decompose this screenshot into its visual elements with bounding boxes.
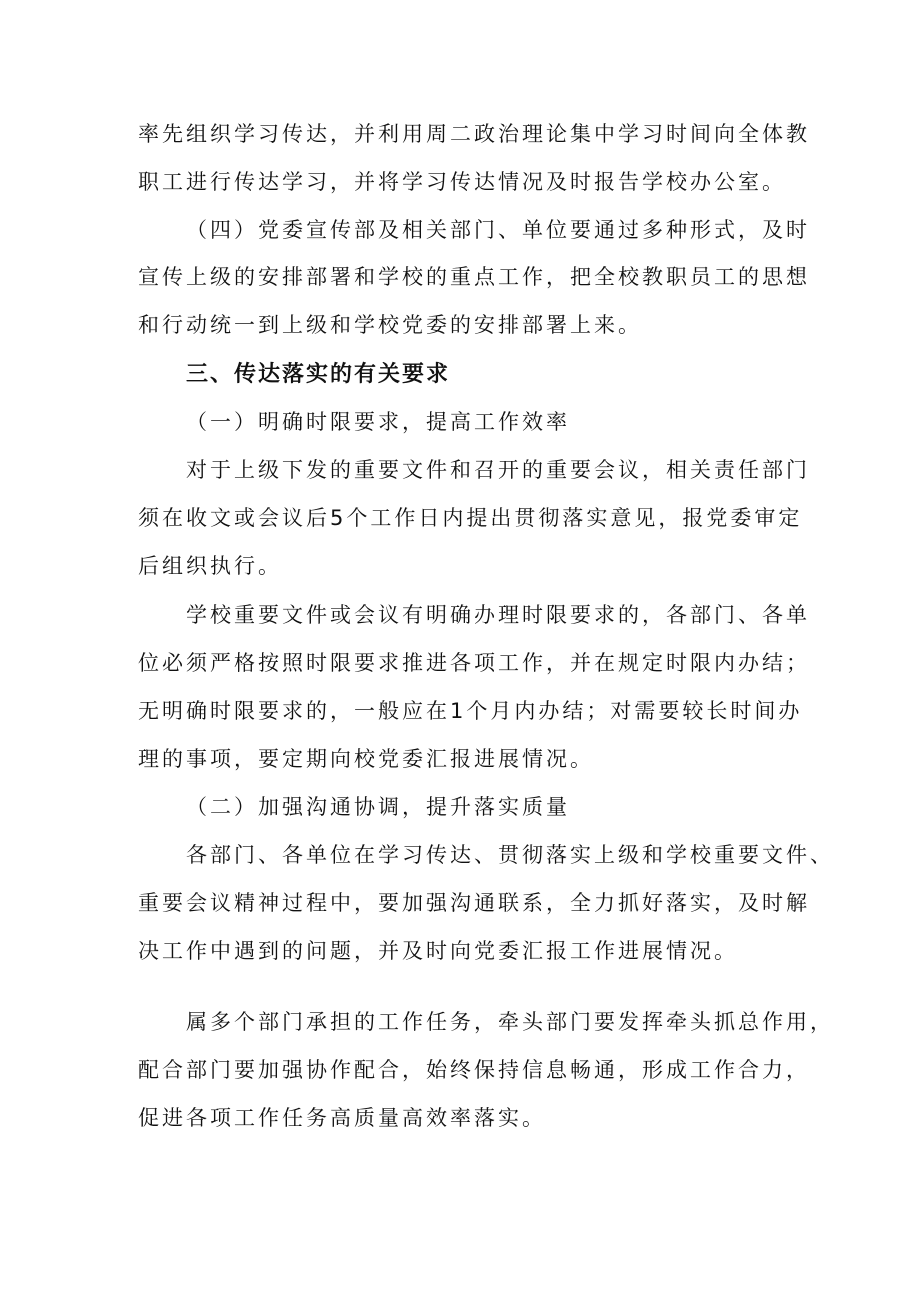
paragraph-line: 率先组织学习传达，并利用周二政治理论集中学习时间向全体教 — [138, 122, 810, 146]
subsection-heading: （二）加强沟通协调，提升落实质量 — [186, 795, 570, 819]
paragraph-line: 和行动统一到上级和学校党委的安排部署上来。 — [138, 313, 642, 337]
paragraph-line: 配合部门要加强协作配合，始终保持信息畅通，形成工作合力， — [138, 1058, 810, 1082]
paragraph-line: 后组织执行。 — [138, 554, 282, 578]
paragraph-line: 各部门、各单位在学习传达、贯彻落实上级和学校重要文件、 — [186, 843, 834, 867]
paragraph-line: 理的事项，要定期向校党委汇报进展情况。 — [138, 747, 594, 771]
paragraph-line: 位必须严格按照时限要求推进各项工作，并在规定时限内办结； — [138, 651, 810, 675]
subsection-heading: （一）明确时限要求，提高工作效率 — [186, 410, 570, 434]
paragraph-line: 重要会议精神过程中，要加强沟通联系，全力抓好落实，及时解 — [138, 891, 810, 915]
section-heading: 三、传达落实的有关要求 — [186, 362, 451, 387]
paragraph-line: 决工作中遇到的问题，并及时向党委汇报工作进展情况。 — [138, 939, 738, 963]
paragraph-line: 宣传上级的安排部署和学校的重点工作，把全校教职员工的思想 — [138, 265, 810, 289]
paragraph-line: 属多个部门承担的工作任务，牵头部门要发挥牵头抓总作用， — [186, 1010, 834, 1034]
paragraph-line: 无明确时限要求的，一般应在1个月内办结；对需要较长时间办 — [138, 699, 803, 723]
paragraph-line: 对于上级下发的重要文件和召开的重要会议，相关责任部门 — [186, 458, 810, 482]
paragraph-line: （四）党委宣传部及相关部门、单位要通过多种形式，及时 — [186, 218, 810, 242]
paragraph-line: 促进各项工作任务高质量高效率落实。 — [138, 1106, 546, 1130]
paragraph-line: 职工进行传达学习，并将学习传达情况及时报告学校办公室。 — [138, 170, 786, 194]
paragraph-line: 须在收文或会议后5个工作日内提出贯彻落实意见，报党委审定 — [138, 506, 803, 530]
paragraph-line: 学校重要文件或会议有明确办理时限要求的，各部门、各单 — [186, 603, 810, 627]
